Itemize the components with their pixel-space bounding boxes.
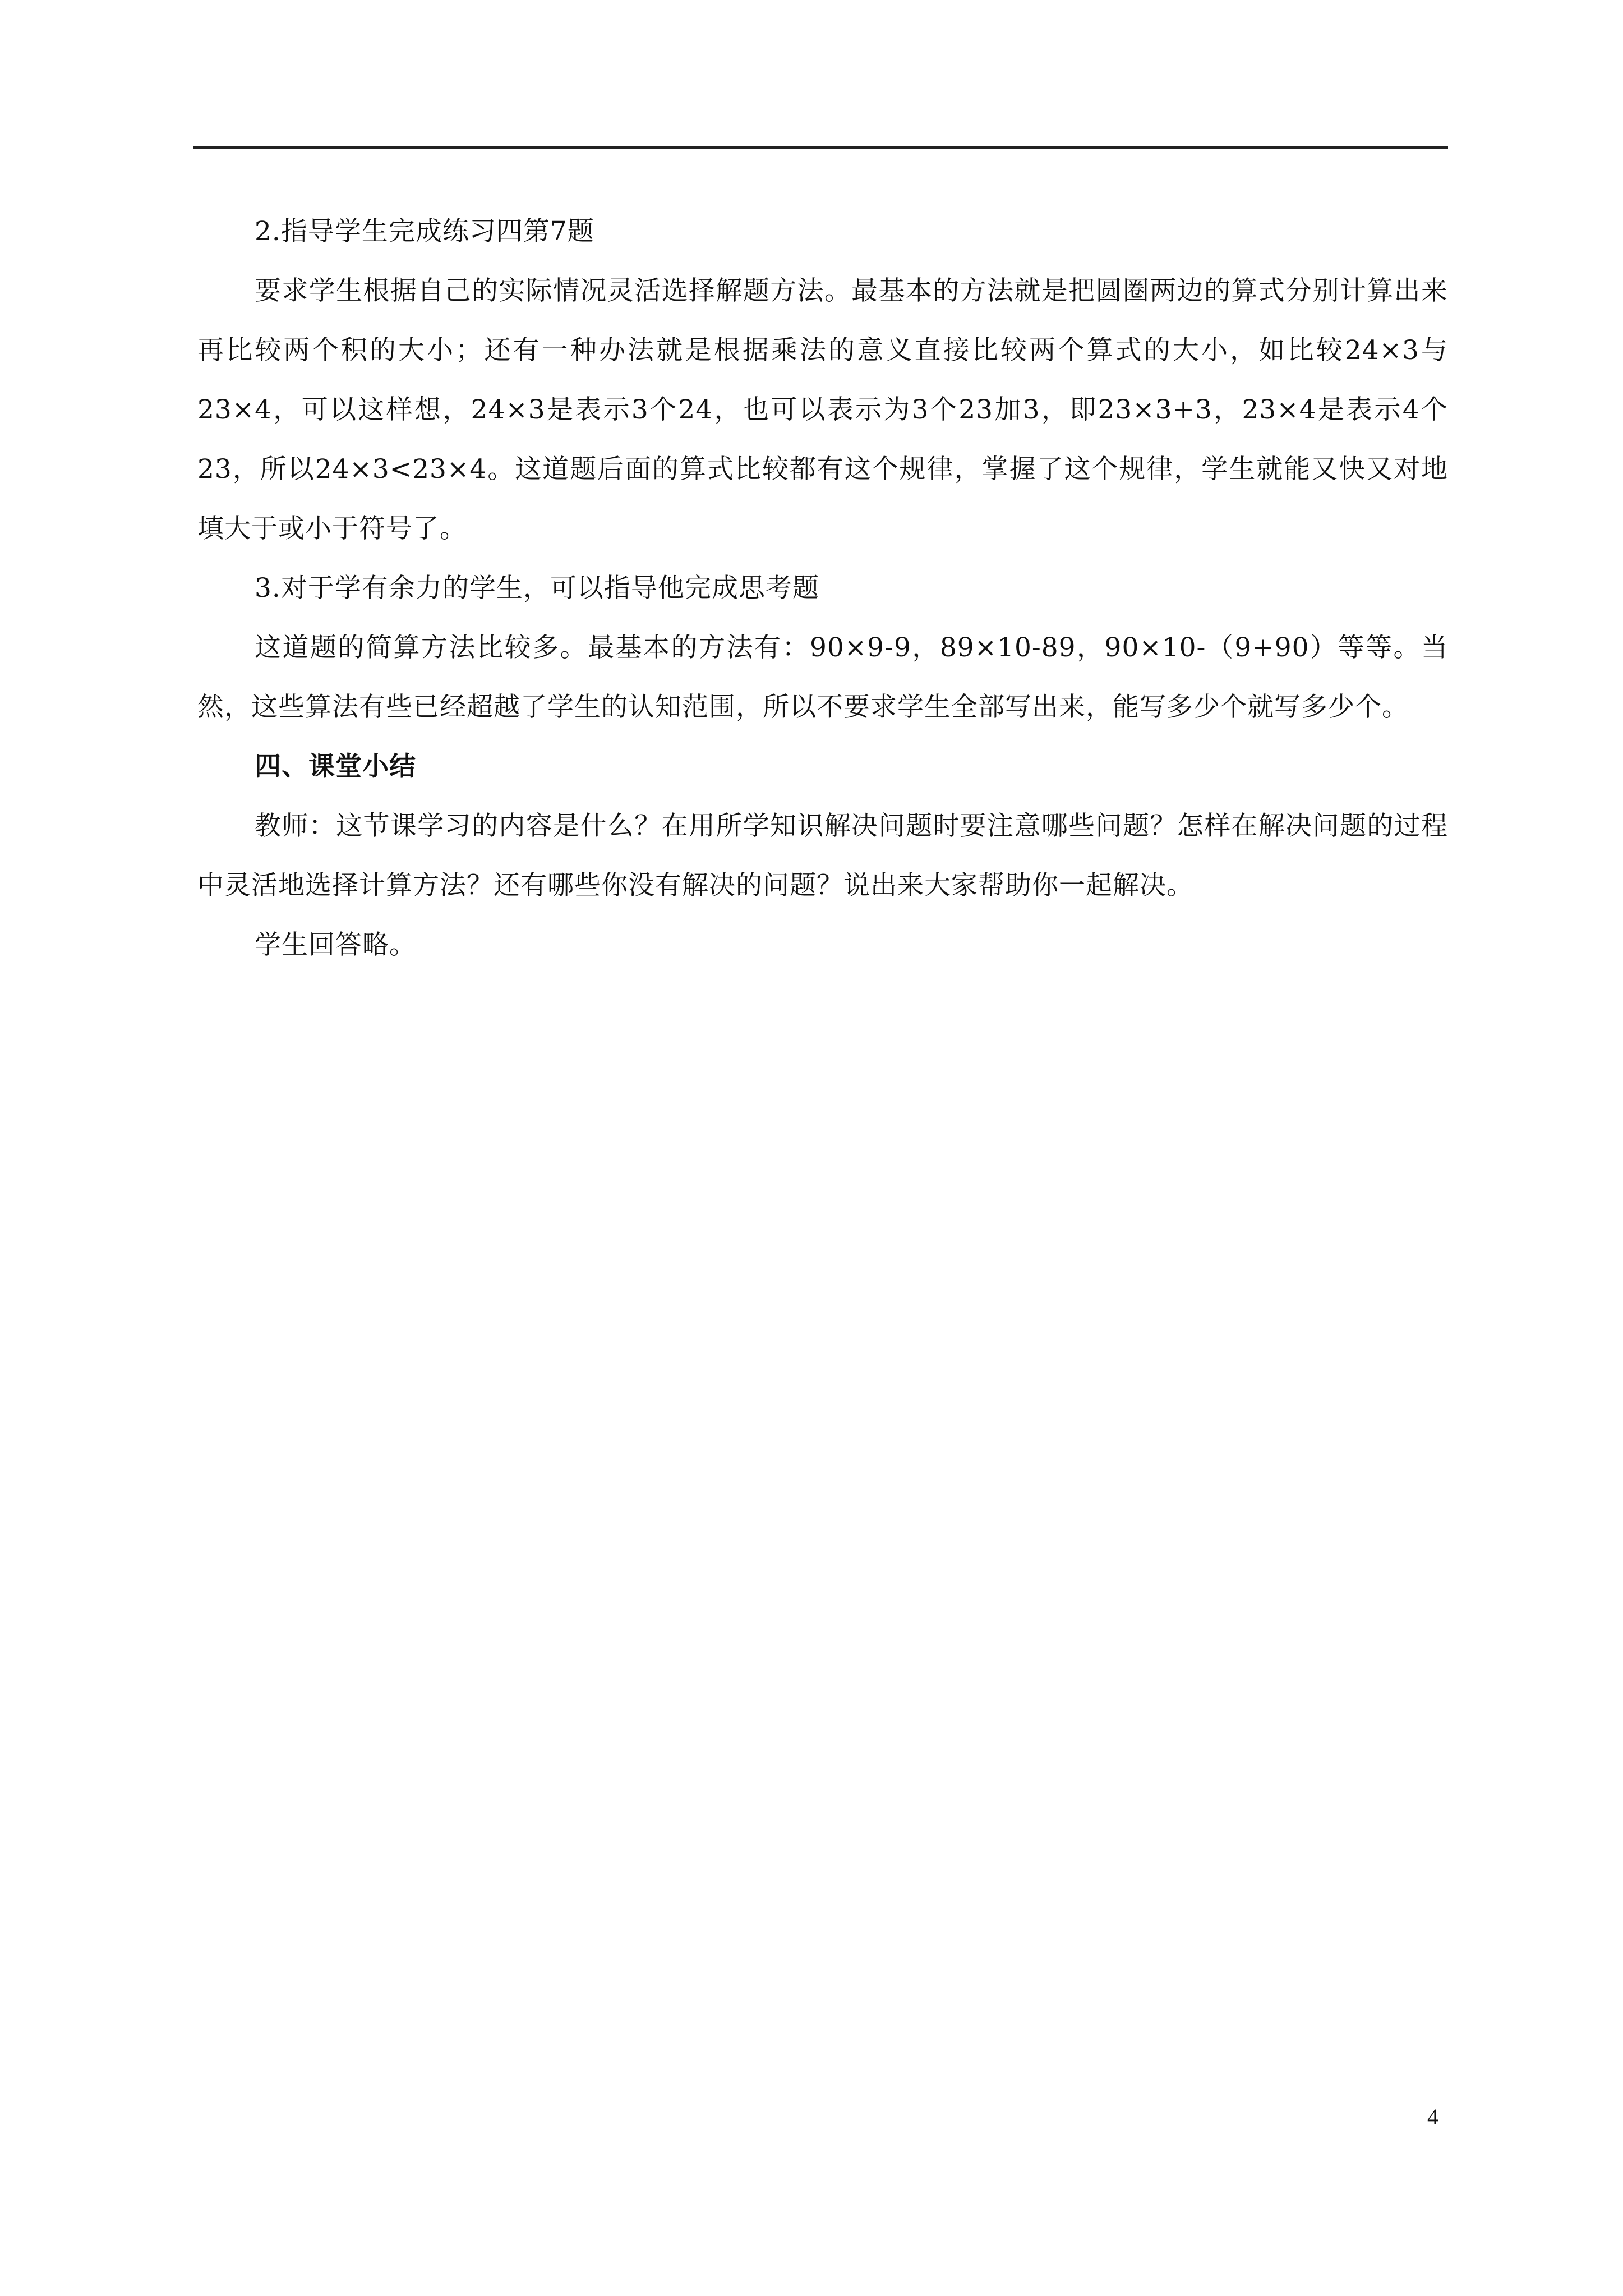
page-number: 4 [1427, 2104, 1438, 2129]
paragraph-thinking-question-explanation: 这道题的简算方法比较多。最基本的方法有：90×9-9，89×10-89，90×10-（9+90）等等。当然，这些算法有些已经超越了学生的认知范围，所以不要求学生全部写出来，能写多少个就写多少个。 [197, 632, 1448, 723]
document-body [197, 202, 1448, 975]
section-heading-summary: 四、课堂小结 [255, 751, 416, 782]
paragraph-teacher-questions: 教师：这节课学习的内容是什么？在用所学知识解决问题时要注意哪些问题？怎样在解决问题的过程中灵活地选择计算方法？还有哪些你没有解决的问题？说出来大家帮助你一起解决。 [197, 811, 1448, 901]
paragraph-exercise-7-explanation: 要求学生根据自己的实际情况灵活选择解题方法。最基本的方法就是把圆圈两边的算式分别计算出来再比较两个积的大小；还有一种办法就是根据乘法的意义直接比较两个算式的大小，如比较24×3与23×4，可以这样想，24×3是表示3个24，也可以表示为3个23加3，即23×3+3，23×4是表示4个23，所以24×3<23×4。这道题后面的算式比较都有这个规律，掌握了这个规律，学生就能又快又对地填大于或小于符号了。 [197, 275, 1448, 544]
paragraph-student-answer: 学生回答略。 [255, 930, 416, 960]
item-heading-exercise-7: 2.指导学生完成练习四第7题 [255, 216, 594, 247]
header-rule [193, 146, 1448, 149]
item-heading-thinking-question: 3.对于学有余力的学生，可以指导他完成思考题 [255, 573, 819, 604]
